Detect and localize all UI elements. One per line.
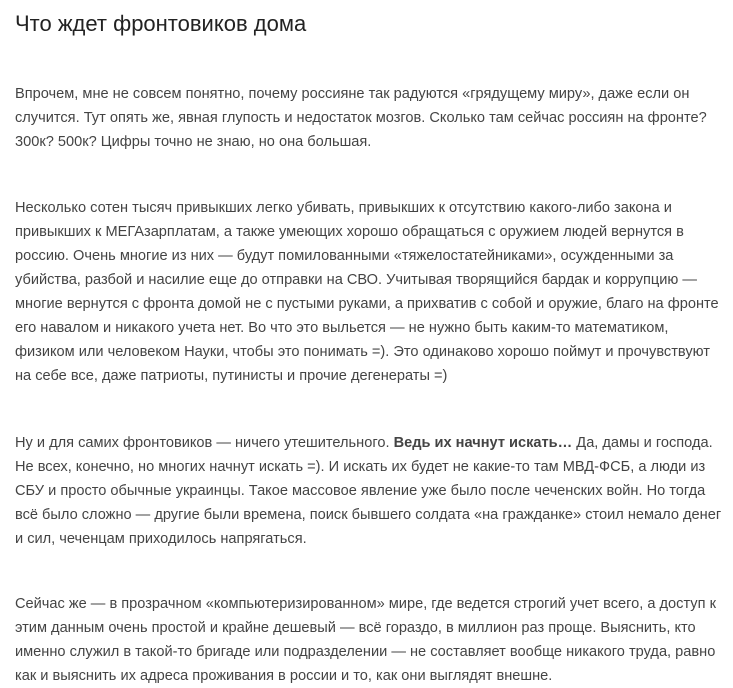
article-title: Что ждет фронтовиков дома [15, 11, 307, 36]
article [15, 0, 727, 688]
paragraph-3-rest: Да, дамы и господа. Не всех, конечно, но многих начнут искать =). И искать их будет не какие-то там МВД-ФСБ, а люди из СБУ и просто обычные украинцы. Такое массовое явление уже было после чеченских войн. Но тогда всё было сложно — другие были времена, поиск бывшего солдата «на гражданке» стоил немало денег и сил, чеченцам приходилось напрягаться. [15, 435, 722, 547]
paragraph-4: Сейчас же — в прозрачном «компьютеризированном» мире, где ведется строгий учет всего, а доступ к этим данным очень простой и крайне дешевый — всё гораздо, в миллион раз проще. Выяснить, кто именно служил в такой-то бригаде или подразделении — не составляет вообще никакого труда, равно как и выяснить их адреса проживания в россии и то, как они выглядят внешне. [15, 596, 716, 684]
paragraph-2: Несколько сотен тысяч привыкших легко убивать, привыкших к отсутствию какого-либо закона и привыкших к МЕГАзарплатам, а также умеющих хорошо обращаться с оружием людей вернутся в россию. Очень многие из них — будут помилованными «тяжелостатейниками», осужденными за убийства, разбой и насилие еще до отправки на СВО. Учитывая творящийся бардак и коррупцию — многие вернутся с фронта домой не с пустыми руками, а прихватив с собой и оружие, благо на фронте его навалом и никакого учета нет. Во что это выльется — не нужно быть каким-то математиком, физиком или человеком Науки, чтобы это понимать =). Это одинаково хорошо поймут и прочувствуют на себе все, даже патриоты, путинисты и прочие дегенераты =) [15, 200, 719, 384]
paragraph-3-intro: Ну и для самих фронтовиков — ничего утешительного. [15, 435, 394, 451]
paragraph-3-bold-phrase: Ведь их начнут искать… [393, 435, 573, 451]
paragraph-1: Впрочем, мне не совсем понятно, почему россияне так радуются «грядущему миру», даже если он случится. Тут опять же, явная глупость и недостаток мозгов. Сколько там сейчас россиян на фронте? 300к? 500к? Цифры точно не знаю, но она большая. [15, 86, 707, 150]
paragraph-3 [15, 431, 727, 551]
